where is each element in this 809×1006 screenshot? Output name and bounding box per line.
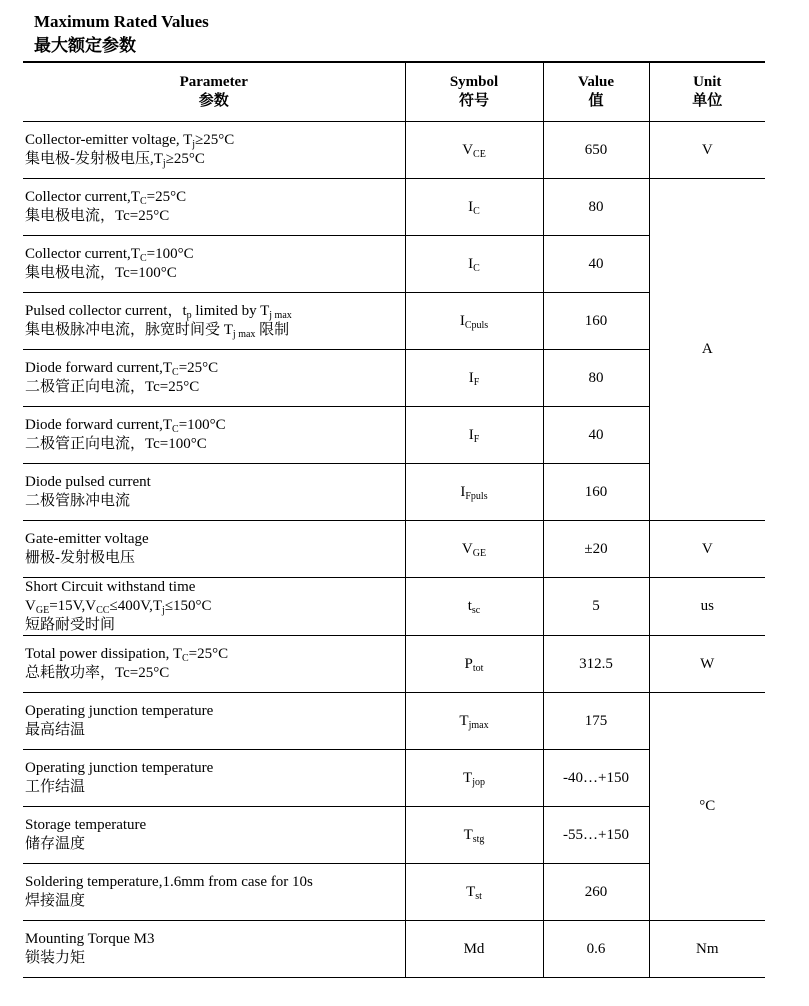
parameter-cell: Diode pulsed current 二极管脉冲电流: [23, 464, 405, 521]
header-value: Value 值: [543, 62, 649, 122]
parameter-cell: Mounting Torque M3 锁装力矩: [23, 921, 405, 978]
parameter-cell: Operating junction temperature 工作结温: [23, 750, 405, 807]
symbol-cell: $I_C$: [405, 236, 543, 293]
parameter-cell: Operating junction temperature 最高结温: [23, 693, 405, 750]
table-row: [23, 693, 765, 750]
parameter-cell: Collector $current,T_C=100^\circ C$ 集电极电流，Tc=100°C: [23, 236, 405, 293]
parameter-cell: Collector $current,T_C=25^\circ C$ 集电极电流，Tc=25°C: [23, 179, 405, 236]
unit-cell-current: A: [649, 179, 765, 521]
value-cell: 0.6: [543, 921, 649, 978]
symbol-cell: $T_{st}$: [405, 864, 543, 921]
symbol-cell: $I_{Cpuls}$: [405, 293, 543, 350]
symbol-cell: $I_C$: [405, 179, 543, 236]
symbol-cell: $V_{GE}$: [405, 521, 543, 578]
parameter-cell: Pulsed collector current，$t_p$ limited by $T_{j max}$ 集电极脉冲电流，脉宽时间受 $T_{j max}$ 限制: [23, 293, 405, 350]
unit-cell: V: [649, 122, 765, 179]
symbol-cell: $t_{sc}$: [405, 578, 543, 636]
parameter-cell: Collector-emitter voltage, $T_j\ge 25^\circ C$ 集电极-发射极电压$,T_j\ge 25^\circ C$: [23, 122, 405, 179]
symbol-cell: $T_{jop}$: [405, 750, 543, 807]
symbol-cell: $I_{Fpuls}$: [405, 464, 543, 521]
parameter-cell: Total power dissipation, $T_C=25^\circ C$ 总耗散功率，Tc=25°C: [23, 636, 405, 693]
table-row: [23, 521, 765, 578]
value-cell: 312.5: [543, 636, 649, 693]
parameter-cell: Diode forward $current,T_C=100^\circ C$ 二极管正向电流，Tc=100°C: [23, 407, 405, 464]
symbol-cell: $P_{tot}$: [405, 636, 543, 693]
parameter-cell: Short Circuit withstand time $V_{GE}=15V,V_{CC}\le 400V,T_j\le 150^\circ C$ 短路耐受时间: [23, 578, 405, 636]
symbol-cell: $I_F$: [405, 350, 543, 407]
value-cell: 160: [543, 464, 649, 521]
symbol-cell: $T_{stg}$: [405, 807, 543, 864]
value-cell: 260: [543, 864, 649, 921]
section-heading: [34, 12, 209, 57]
value-cell: 160: [543, 293, 649, 350]
header-parameter: Parameter 参数: [23, 62, 405, 122]
section-title-en: Maximum Rated Values: [34, 12, 209, 31]
value-cell: 80: [543, 350, 649, 407]
unit-cell: Nm: [649, 921, 765, 978]
value-cell: -55…+150: [543, 807, 649, 864]
section-title-zh: 最大额定参数: [34, 36, 136, 55]
value-cell: 650: [543, 122, 649, 179]
maximum-ratings-table: [23, 61, 765, 978]
value-cell: 40: [543, 407, 649, 464]
table-row: [23, 578, 765, 636]
value-cell: 175: [543, 693, 649, 750]
value-cell: ±20: [543, 521, 649, 578]
table-row: [23, 122, 765, 179]
value-cell: -40…+150: [543, 750, 649, 807]
table-header-row: [23, 62, 765, 122]
parameter-cell: Gate-emitter voltage 栅极-发射极电压: [23, 521, 405, 578]
table-row: [23, 179, 765, 236]
header-symbol: Symbol 符号: [405, 62, 543, 122]
unit-cell: W: [649, 636, 765, 693]
parameter-cell: Storage temperature 储存温度: [23, 807, 405, 864]
unit-cell: us: [649, 578, 765, 636]
parameter-cell: Soldering temperature,1.6mm from case for 10s 焊接温度: [23, 864, 405, 921]
header-unit: Unit 单位: [649, 62, 765, 122]
value-cell: 40: [543, 236, 649, 293]
value-cell: 5: [543, 578, 649, 636]
parameter-cell: Diode forward $current,T_C=25^\circ C$ 二极管正向电流，Tc=25°C: [23, 350, 405, 407]
symbol-cell: $V_{CE}$: [405, 122, 543, 179]
symbol-cell: Md: [405, 921, 543, 978]
value-cell: 80: [543, 179, 649, 236]
unit-cell: V: [649, 521, 765, 578]
table-row: [23, 636, 765, 693]
symbol-cell: $I_F$: [405, 407, 543, 464]
table-row: [23, 921, 765, 978]
symbol-cell: $T_{jmax}$: [405, 693, 543, 750]
unit-cell-temperature: °C: [649, 693, 765, 921]
